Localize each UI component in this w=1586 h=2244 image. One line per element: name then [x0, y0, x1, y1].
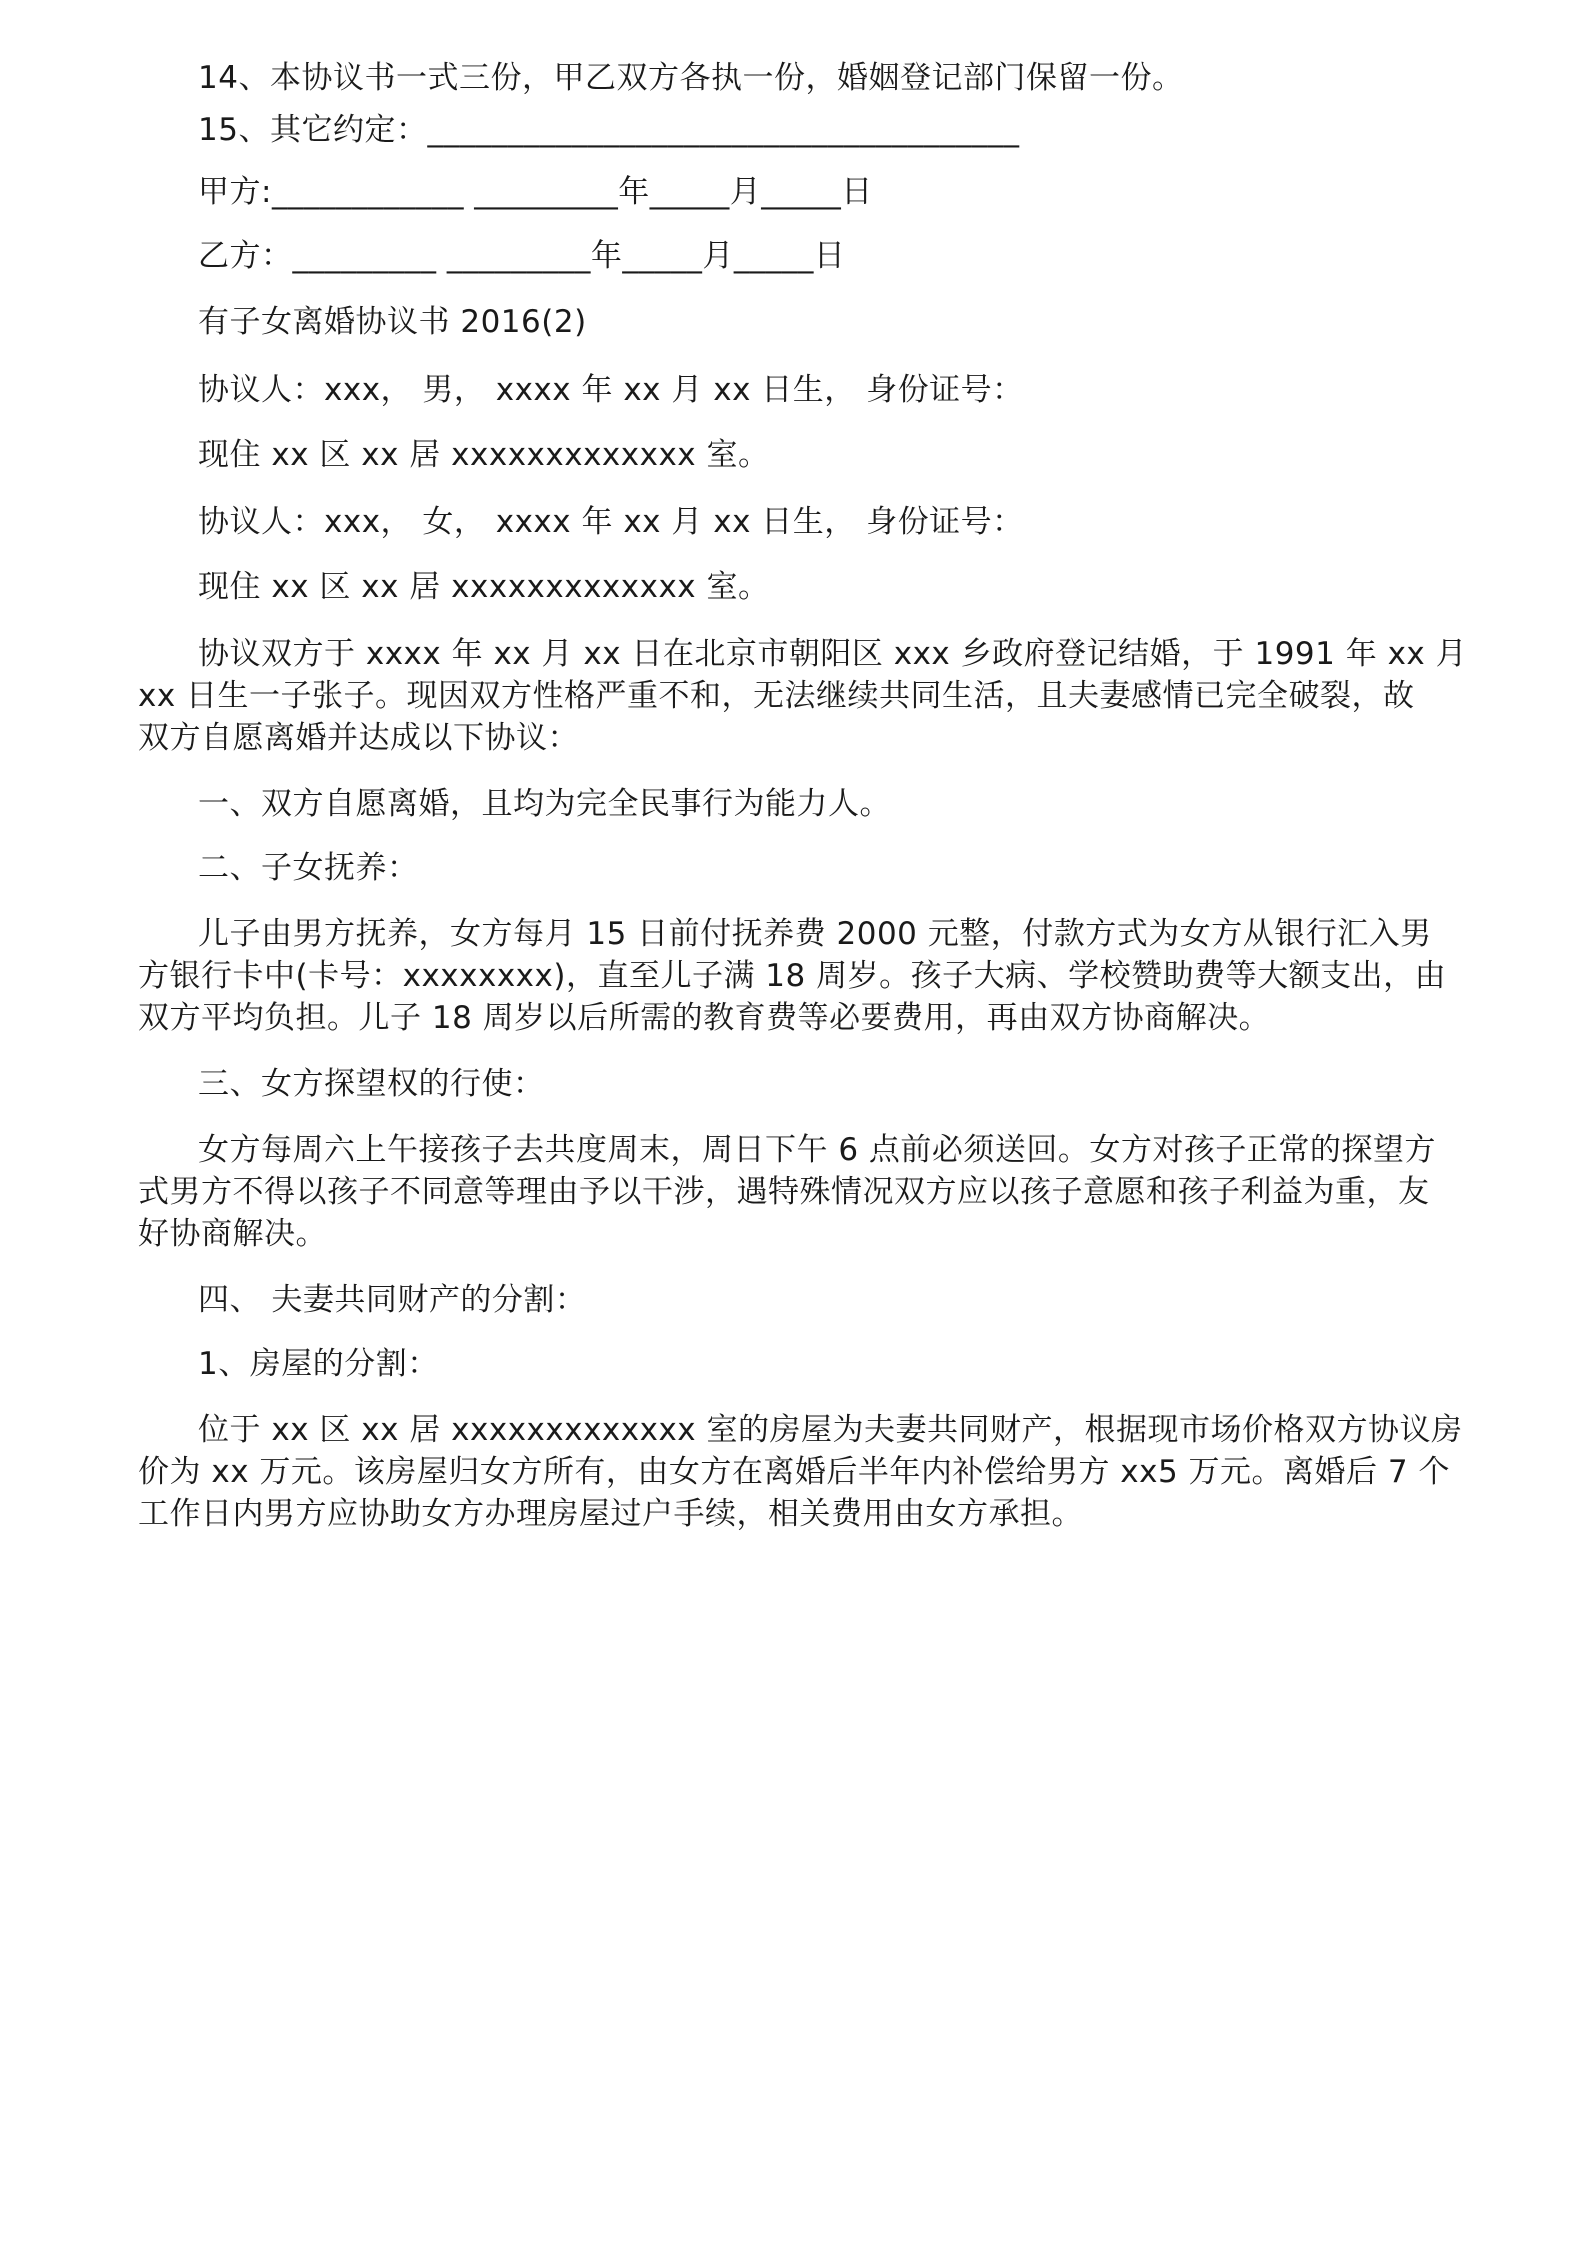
intro-line-3: 双方自愿离婚并达成以下协议：	[138, 720, 579, 756]
section-3-heading: 三、女方探望权的行使：	[198, 1066, 545, 1102]
party-a-signature: 甲方:____________ _________年_____月_____日	[198, 174, 873, 210]
custody-line-3: 双方平均负担。儿子 18 周岁以后所需的教育费等必要费用，再由双方协商解决。	[138, 1000, 1271, 1036]
house-line-1: 位于 xx 区 xx 居 xxxxxxxxxxxxx 室的房屋为夫妻共同财产，根据现市场价格双方协议房	[198, 1412, 1463, 1448]
intro-line-1: 协议双方于 xxxx 年 xx 月 xx 日在北京市朝阳区 xxx 乡政府登记结婚，于 1991 年 xx 月	[198, 636, 1468, 672]
subsection-house: 1、房屋的分割：	[198, 1346, 439, 1382]
party-1-address: 现住 xx 区 xx 居 xxxxxxxxxxxxx 室。	[198, 437, 770, 473]
party-2-address: 现住 xx 区 xx 居 xxxxxxxxxxxxx 室。	[198, 569, 770, 605]
custody-line-2: 方银行卡中(卡号：xxxxxxxx)，直至儿子满 18 周岁。孩子大病、学校赞助费等大额支出，由	[138, 958, 1447, 994]
party-b-signature: 乙方：_________ _________年_____月_____日	[198, 238, 846, 274]
visitation-line-2: 式男方不得以孩子不同意等理由予以干涉，遇特殊情况双方应以孩子意愿和孩子利益为重，友	[138, 1174, 1430, 1210]
visitation-line-3: 好协商解决。	[138, 1216, 327, 1252]
section-2-heading: 二、子女抚养：	[198, 850, 419, 886]
party-2-info: 协议人：xxx， 女， xxxx 年 xx 月 xx 日生， 身份证号：	[198, 504, 1024, 540]
intro-line-2: xx 日生一子张子。现因双方性格严重不和，无法继续共同生活，且夫妻感情已完全破裂，故	[138, 678, 1415, 714]
house-line-3: 工作日内男方应协助女方办理房屋过户手续，相关费用由女方承担。	[138, 1496, 1083, 1532]
section-4-heading: 四、 夫妻共同财产的分割：	[198, 1282, 587, 1318]
visitation-line-1: 女方每周六上午接孩子去共度周末，周日下午 6 点前必须送回。女方对孩子正常的探望方	[198, 1132, 1436, 1168]
clause-14: 14、本协议书一式三份，甲乙双方各执一份，婚姻登记部门保留一份。	[198, 60, 1184, 96]
party-1-info: 协议人：xxx， 男， xxxx 年 xx 月 xx 日生， 身份证号：	[198, 372, 1024, 408]
clause-15: 15、其它约定：_____________________________________	[198, 112, 1020, 148]
house-line-2: 价为 xx 万元。该房屋归女方所有，由女方在离婚后半年内补偿给男方 xx5 万元。离婚后 7 个	[138, 1454, 1450, 1490]
section-1: 一、双方自愿离婚，且均为完全民事行为能力人。	[198, 786, 891, 822]
custody-line-1: 儿子由男方抚养，女方每月 15 日前付抚养费 2000 元整，付款方式为女方从银行汇入男	[198, 916, 1432, 952]
document-title: 有子女离婚协议书 2016(2)	[198, 304, 587, 340]
